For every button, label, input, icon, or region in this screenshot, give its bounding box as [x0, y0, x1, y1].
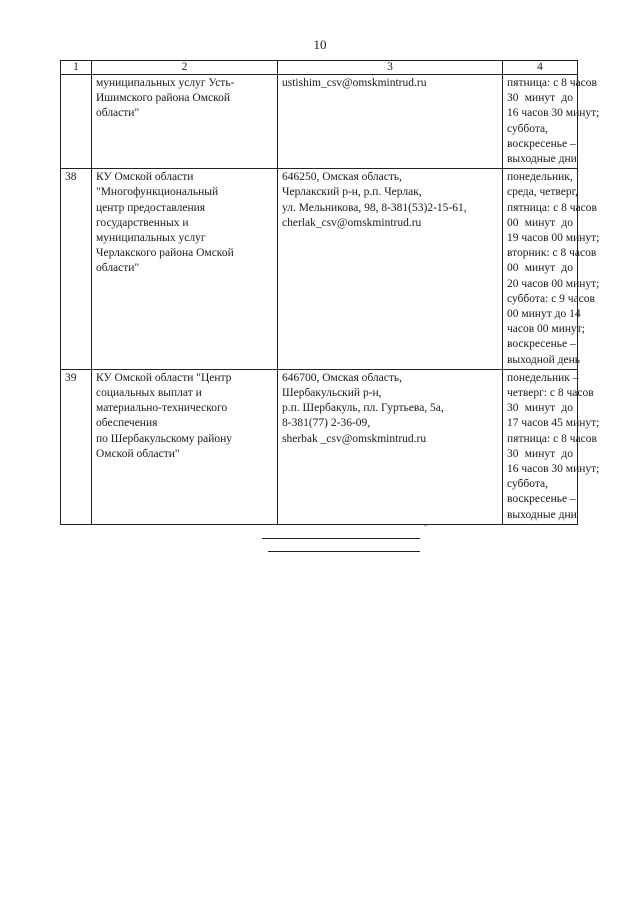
address-line: Черлакский р-н, р.п. Черлак, [282, 186, 422, 199]
schedule-line: 00 минут до [507, 216, 573, 229]
organization-line: Омской области" [96, 447, 180, 460]
signature-line-2 [268, 551, 420, 552]
schedule-line: 00 минут до [507, 262, 573, 275]
schedule-line: 30 минут до [507, 447, 573, 460]
address-line: 646700, Омская область, [282, 371, 403, 384]
organization-line: по Шербакульскому району [96, 432, 233, 445]
organization-line: центр предоставления [96, 201, 206, 214]
closing-quote-mark: " [424, 523, 428, 532]
services-table [60, 60, 600, 525]
organization-line: материально-технического [96, 402, 228, 415]
address-cell [278, 369, 503, 524]
schedule-line: пятница: с 8 часов [507, 201, 597, 214]
schedule-line: понедельник – [507, 371, 579, 384]
schedule-line: 19 часов 00 минут; [507, 232, 600, 245]
schedule-line: 17 часов 45 минут; [507, 417, 600, 430]
schedule-cell [503, 169, 600, 370]
organization-cell [92, 75, 278, 169]
schedule-line: выходные дни [507, 153, 577, 166]
schedule-line: 20 часов 00 минут; [507, 277, 600, 290]
organization-line: муниципальных услуг [96, 232, 206, 245]
organization-line: обеспечения [96, 417, 158, 430]
schedule-line: часов 00 минут; [507, 323, 585, 336]
schedule-line: пятница: с 8 часов [507, 77, 597, 89]
schedule-cell [503, 75, 600, 169]
row-number: 39 [61, 369, 92, 524]
schedule-line: воскресенье – [507, 137, 576, 150]
schedule-line: среда, четверг, [507, 186, 578, 199]
schedule-line: выходной день [507, 353, 581, 366]
schedule-line: 16 часов 30 минут; [507, 463, 600, 476]
schedule-line: понедельник, [507, 171, 573, 184]
schedule-line: 00 минут до 14 [507, 308, 581, 321]
schedule-line: пятница: с 8 часов [507, 432, 597, 445]
header-col-3: 3 [278, 61, 503, 75]
signature-line-1 [262, 538, 420, 539]
schedule-cell [503, 369, 600, 524]
address-line: cherlak_csv@omskmintrud.ru [282, 216, 422, 229]
page-number: 10 [313, 37, 327, 52]
row-number [61, 75, 92, 169]
organization-cell [92, 369, 278, 524]
schedule-line: 30 минут до [507, 92, 573, 105]
organization-line: области" [96, 107, 140, 120]
schedule-line: суббота: с 9 часов [507, 292, 595, 305]
row-number: 38 [61, 169, 92, 370]
address-cell [278, 169, 503, 370]
organization-line: области" [96, 262, 140, 275]
address-line: 646250, Омская область, [282, 171, 403, 184]
table-row [61, 75, 578, 169]
schedule-line: четверг: с 8 часов [507, 387, 594, 400]
schedule-line: 16 часов 30 минут; [507, 107, 600, 120]
schedule-line: суббота, [507, 122, 548, 135]
organization-line: социальных выплат и [96, 387, 202, 400]
table-row [61, 369, 578, 524]
organization-line: Ишимского района Омской [96, 92, 230, 105]
header-col-4: 4 [503, 61, 578, 75]
address-line: р.п. Шербакуль, пл. Гуртьева, 5а, [282, 402, 444, 415]
organization-line: КУ Омской области "Центр [96, 371, 232, 384]
address-line: ustishim_csv@omskmintrud.ru [282, 77, 427, 89]
organization-line: "Многофункциональный [96, 186, 219, 199]
schedule-line: вторник: с 8 часов [507, 247, 597, 260]
address-line: ул. Мельникова, 98, 8-381(53)2-15-61, [282, 201, 467, 214]
address-line: 8-381(77) 2-36-09, [282, 417, 371, 430]
address-line: Шербакульский р-н, [282, 387, 382, 400]
header-row [61, 61, 578, 75]
schedule-line: суббота, [507, 478, 548, 491]
organization-line: государственных и [96, 216, 189, 229]
address-line: sherbak _csv@omskmintrud.ru [282, 432, 427, 445]
address-cell [278, 75, 503, 169]
organization-line: КУ Омской области [96, 171, 194, 184]
organization-line: Черлакского района Омской [96, 247, 234, 260]
schedule-line: воскресенье – [507, 338, 576, 351]
header-col-1: 1 [61, 61, 92, 75]
table-row [61, 169, 578, 370]
organization-cell [92, 169, 278, 370]
schedule-line: 30 минут до [507, 402, 573, 415]
schedule-line: выходные дни [507, 508, 577, 521]
header-col-2: 2 [92, 61, 278, 75]
organization-line: муниципальных услуг Усть- [96, 77, 235, 89]
schedule-line: воскресенье – [507, 493, 576, 506]
